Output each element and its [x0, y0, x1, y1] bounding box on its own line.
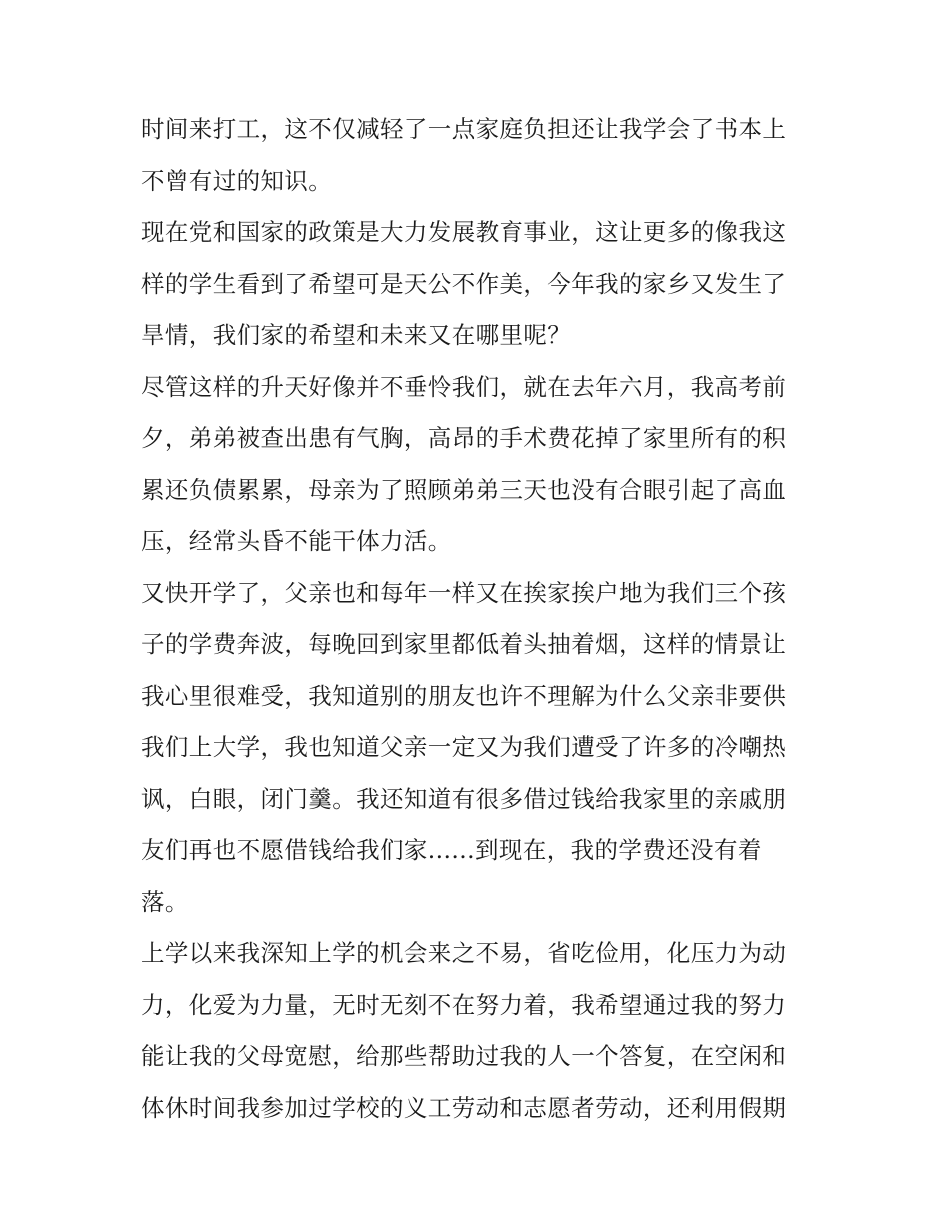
text-line: 体休时间我参加过学校的义工劳动和志愿者劳动，还利用假期 [141, 1093, 787, 1122]
text-line: 我们上大学，我也知道父亲一定又为我们遭受了许多的冷嘲热 [141, 733, 787, 761]
text-line: 我心里很难受，我知道别的朋友也许不理解为什么父亲非要供 [141, 681, 787, 710]
text-line: 样的学生看到了希望可是天公不作美，今年我的家乡又发生了 [141, 269, 787, 298]
text-line: 尽管这样的升天好像并不垂怜我们，就在去年六月，我高考前 [141, 372, 787, 401]
text-line: 子的学费奔波，每晚回到家里都低着头抽着烟，这样的情景让 [141, 630, 787, 658]
text-line: 又快开学了，父亲也和每年一样又在挨家挨户地为我们三个孩 [141, 578, 787, 607]
text-line: 夕，弟弟被查出患有气胸，高昂的手术费花掉了家里所有的积 [141, 424, 787, 452]
text-line: 上学以来我深知上学的机会来之不易，省吃俭用，化压力为动 [141, 939, 787, 967]
text-line: 讽，白眼，闭门羹。我还知道有很多借过钱给我家里的亲戚朋 [141, 784, 787, 813]
text-line: 时间来打工，这不仅减轻了一点家庭负担还让我学会了书本上 [141, 115, 787, 143]
text-line: 累还负债累累，母亲为了照顾弟弟三天也没有合眼引起了高血 [141, 475, 787, 504]
text-line: 不曾有过的知识。 [141, 166, 333, 195]
document-body [141, 104, 821, 1134]
text-line: 压，经常头昏不能干体力活。 [141, 527, 452, 555]
text-line: 旱情，我们家的希望和未来又在哪里呢？ [141, 321, 572, 349]
text-line: 落。 [141, 887, 189, 916]
text-line: 能让我的父母宽慰，给那些帮助过我的人一个答复，在空闲和 [141, 1042, 787, 1070]
text-line: 力，化爱为力量，无时无刻不在努力着，我希望通过我的努力 [141, 990, 787, 1019]
text-line: 友们再也不愿借钱给我们家......到现在，我的学费还没有着 [141, 836, 762, 864]
text-line: 现在党和国家的政策是大力发展教育事业，这让更多的像我这 [141, 218, 787, 246]
